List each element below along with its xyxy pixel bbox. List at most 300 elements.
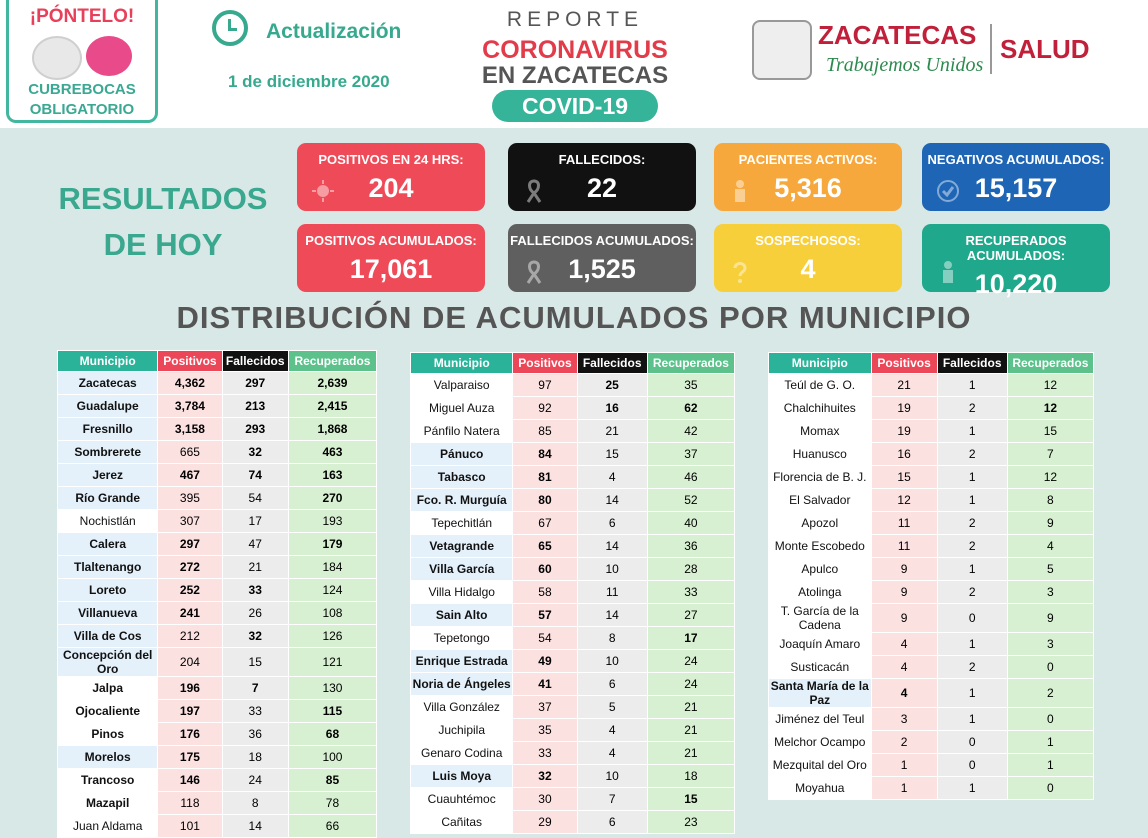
cell-recuperados: 52 xyxy=(647,489,734,512)
cell-recuperados: 21 xyxy=(647,742,734,765)
card-label: NEGATIVOS ACUMULADOS: xyxy=(927,152,1105,167)
table-row xyxy=(58,602,377,625)
table-row xyxy=(769,466,1094,489)
cell-recuperados: 37 xyxy=(647,443,734,466)
cell-fallecidos: 32 xyxy=(222,441,288,464)
cell-municipio: Villa de Cos xyxy=(58,625,158,648)
white-mask-icon xyxy=(32,36,82,80)
masks-illustration xyxy=(22,32,142,78)
distribution-title: DISTRIBUCIÓN DE ACUMULADOS POR MUNICIPIO xyxy=(176,300,972,335)
table-row xyxy=(769,581,1094,604)
card-sospechosos xyxy=(714,224,902,292)
cell-municipio: Tepechitlán xyxy=(411,512,513,535)
cell-recuperados: 68 xyxy=(288,723,376,746)
cell-municipio: Pánfilo Natera xyxy=(411,420,513,443)
table-row xyxy=(411,581,735,604)
table-row xyxy=(769,604,1094,633)
cell-municipio: T. García de la Cadena xyxy=(769,604,872,633)
state-logo-text: ZACATECAS xyxy=(818,20,977,50)
cell-positivos: 252 xyxy=(158,579,222,602)
cell-positivos: 3 xyxy=(871,708,937,731)
cell-positivos: 16 xyxy=(871,443,937,466)
cell-positivos: 4,362 xyxy=(158,372,222,395)
col-header-fallecidos: Fallecidos xyxy=(577,353,647,374)
cell-fallecidos: 2 xyxy=(937,656,1007,679)
card-negativos-acumulados xyxy=(922,143,1110,211)
cell-municipio: Tepetongo xyxy=(411,627,513,650)
cell-recuperados: 40 xyxy=(647,512,734,535)
cell-municipio: Noria de Ángeles xyxy=(411,673,513,696)
cell-municipio: Concepción del Oro xyxy=(58,648,158,677)
cell-recuperados: 24 xyxy=(647,673,734,696)
cell-recuperados: 4 xyxy=(1007,535,1093,558)
card-value: 1,525 xyxy=(568,254,636,284)
table-row xyxy=(58,625,377,648)
table-row xyxy=(411,466,735,489)
cell-fallecidos: 7 xyxy=(222,677,288,700)
cell-municipio: Miguel Auza xyxy=(411,397,513,420)
table-row xyxy=(411,489,735,512)
header xyxy=(0,0,1148,128)
cell-positivos: 84 xyxy=(513,443,577,466)
table-row xyxy=(769,512,1094,535)
col-header-municipio: Municipio xyxy=(411,353,513,374)
cell-fallecidos: 1 xyxy=(937,374,1007,397)
cell-municipio: Teúl de G. O. xyxy=(769,374,872,397)
cell-recuperados: 2,415 xyxy=(288,395,376,418)
cell-fallecidos: 14 xyxy=(577,535,647,558)
cell-fallecidos: 213 xyxy=(222,395,288,418)
col-header-recuperados: Recuperados xyxy=(647,353,734,374)
cell-positivos: 467 xyxy=(158,464,222,487)
cell-municipio: Trancoso xyxy=(58,769,158,792)
card-pacientes-activos xyxy=(714,143,902,211)
cell-municipio: Villa González xyxy=(411,696,513,719)
cell-fallecidos: 1 xyxy=(937,777,1007,800)
cell-positivos: 118 xyxy=(158,792,222,815)
cell-fallecidos: 33 xyxy=(222,700,288,723)
cell-positivos: 85 xyxy=(513,420,577,443)
cell-fallecidos: 2 xyxy=(937,581,1007,604)
cell-positivos: 4 xyxy=(871,633,937,656)
cell-positivos: 15 xyxy=(871,466,937,489)
cell-municipio: Guadalupe xyxy=(58,395,158,418)
cell-municipio: Villanueva xyxy=(58,602,158,625)
cell-positivos: 12 xyxy=(871,489,937,512)
cell-positivos: 37 xyxy=(513,696,577,719)
state-seal-icon xyxy=(752,20,812,80)
salud-logo: SALUD xyxy=(1000,34,1090,64)
cell-fallecidos: 0 xyxy=(937,754,1007,777)
update-date: 1 de diciembre 2020 xyxy=(228,72,390,91)
cell-fallecidos: 4 xyxy=(577,466,647,489)
cell-municipio: Cañitas xyxy=(411,811,513,834)
card-recuperados-acumulados xyxy=(922,224,1110,299)
ribbon-icon xyxy=(522,260,546,284)
cell-municipio: Juan Aldama xyxy=(58,815,158,838)
cell-fallecidos: 4 xyxy=(577,742,647,765)
question-icon xyxy=(728,260,752,284)
results-title: RESULTADOS DE HOY xyxy=(58,181,268,262)
cell-positivos: 1 xyxy=(871,777,937,800)
cell-recuperados: 2 xyxy=(1007,679,1093,708)
cell-recuperados: 15 xyxy=(1007,420,1093,443)
card-label: PACIENTES ACTIVOS: xyxy=(738,152,878,167)
table-row xyxy=(58,441,377,464)
cell-positivos: 54 xyxy=(513,627,577,650)
person-icon xyxy=(936,260,960,284)
cell-recuperados: 12 xyxy=(1007,374,1093,397)
logo-divider xyxy=(990,24,992,74)
cell-positivos: 665 xyxy=(158,441,222,464)
cell-fallecidos: 2 xyxy=(937,535,1007,558)
cell-fallecidos: 8 xyxy=(577,627,647,650)
card-value: 15,157 xyxy=(974,173,1058,203)
cell-fallecidos: 2 xyxy=(937,512,1007,535)
cell-fallecidos: 1 xyxy=(937,679,1007,708)
mask-badge xyxy=(6,0,158,123)
cell-fallecidos: 293 xyxy=(222,418,288,441)
table-row xyxy=(769,708,1094,731)
card-positivos-24h xyxy=(297,143,485,211)
cell-positivos: 81 xyxy=(513,466,577,489)
cell-fallecidos: 7 xyxy=(577,788,647,811)
table-row xyxy=(58,700,377,723)
cell-recuperados: 126 xyxy=(288,625,376,648)
table-row xyxy=(58,723,377,746)
cell-recuperados: 108 xyxy=(288,602,376,625)
card-value: 4 xyxy=(800,254,816,284)
badge-line-1: CUBREBOCAS xyxy=(28,81,136,98)
municipality-table-1 xyxy=(57,350,377,838)
cell-municipio: Apulco xyxy=(769,558,872,581)
cell-municipio: Pinos xyxy=(58,723,158,746)
cell-municipio: Sombrerete xyxy=(58,441,158,464)
table-row xyxy=(58,510,377,533)
cell-municipio: Apozol xyxy=(769,512,872,535)
card-fallecidos-acumulados xyxy=(508,224,696,292)
table-row xyxy=(769,558,1094,581)
cell-positivos: 67 xyxy=(513,512,577,535)
cell-recuperados: 463 xyxy=(288,441,376,464)
cell-municipio: Vetagrande xyxy=(411,535,513,558)
table-row xyxy=(769,656,1094,679)
cell-fallecidos: 1 xyxy=(937,466,1007,489)
col-header-municipio: Municipio xyxy=(58,351,158,372)
cell-municipio: Villa Hidalgo xyxy=(411,581,513,604)
card-label: SOSPECHOSOS: xyxy=(755,233,861,248)
card-label: FALLECIDOS ACUMULADOS: xyxy=(510,233,694,248)
table-row xyxy=(58,769,377,792)
cell-positivos: 9 xyxy=(871,604,937,633)
table-row xyxy=(58,677,377,700)
slogan: Trabajemos Unidos xyxy=(826,54,984,76)
cell-recuperados: 1 xyxy=(1007,754,1093,777)
cell-municipio: Huanusco xyxy=(769,443,872,466)
col-header-municipio: Municipio xyxy=(769,353,872,374)
badge-title: ¡PÓNTELO! xyxy=(29,6,135,27)
cell-municipio: Luis Moya xyxy=(411,765,513,788)
table-row xyxy=(411,558,735,581)
cell-fallecidos: 14 xyxy=(577,489,647,512)
badge-line-2: OBLIGATORIO xyxy=(29,101,135,118)
cell-recuperados: 78 xyxy=(288,792,376,815)
card-value: 17,061 xyxy=(349,254,433,284)
table-row xyxy=(58,372,377,395)
cell-positivos: 9 xyxy=(871,558,937,581)
cell-recuperados: 163 xyxy=(288,464,376,487)
cell-recuperados: 23 xyxy=(647,811,734,834)
cell-positivos: 30 xyxy=(513,788,577,811)
cell-recuperados: 8 xyxy=(1007,489,1093,512)
check-circle-icon xyxy=(936,179,960,203)
cell-recuperados: 35 xyxy=(647,374,734,397)
table-row xyxy=(58,487,377,510)
card-value: 204 xyxy=(368,173,414,203)
cell-fallecidos: 33 xyxy=(222,579,288,602)
cell-positivos: 58 xyxy=(513,581,577,604)
table-row xyxy=(411,420,735,443)
cell-recuperados: 2,639 xyxy=(288,372,376,395)
cell-positivos: 29 xyxy=(513,811,577,834)
cell-positivos: 1 xyxy=(871,754,937,777)
cell-positivos: 4 xyxy=(871,679,937,708)
cell-municipio: Jerez xyxy=(58,464,158,487)
cell-positivos: 2 xyxy=(871,731,937,754)
cell-municipio: Sain Alto xyxy=(411,604,513,627)
col-header-positivos: Positivos xyxy=(158,351,222,372)
cell-positivos: 297 xyxy=(158,533,222,556)
cell-recuperados: 17 xyxy=(647,627,734,650)
cell-recuperados: 270 xyxy=(288,487,376,510)
table-row xyxy=(769,397,1094,420)
cell-fallecidos: 297 xyxy=(222,372,288,395)
cell-fallecidos: 36 xyxy=(222,723,288,746)
card-label: RECUPERADOS ACUMULADOS: xyxy=(965,233,1067,263)
cell-positivos: 92 xyxy=(513,397,577,420)
col-header-recuperados: Recuperados xyxy=(1007,353,1093,374)
cell-positivos: 3,158 xyxy=(158,418,222,441)
cell-recuperados: 21 xyxy=(647,719,734,742)
cell-municipio: Río Grande xyxy=(58,487,158,510)
cell-positivos: 97 xyxy=(513,374,577,397)
cell-recuperados: 42 xyxy=(647,420,734,443)
cell-municipio: Momax xyxy=(769,420,872,443)
cell-fallecidos: 4 xyxy=(577,719,647,742)
cell-municipio: Zacatecas xyxy=(58,372,158,395)
cell-municipio: Mazapil xyxy=(58,792,158,815)
cell-municipio: Mezquital del Oro xyxy=(769,754,872,777)
cell-fallecidos: 74 xyxy=(222,464,288,487)
table-row xyxy=(769,777,1094,800)
cell-fallecidos: 10 xyxy=(577,558,647,581)
cell-recuperados: 3 xyxy=(1007,633,1093,656)
cell-fallecidos: 6 xyxy=(577,512,647,535)
cell-municipio: Loreto xyxy=(58,579,158,602)
cell-positivos: 33 xyxy=(513,742,577,765)
cell-positivos: 241 xyxy=(158,602,222,625)
table-row xyxy=(411,719,735,742)
card-value: 5,316 xyxy=(774,173,842,203)
cell-municipio: Jalpa xyxy=(58,677,158,700)
table-row xyxy=(769,374,1094,397)
col-header-positivos: Positivos xyxy=(871,353,937,374)
card-positivos-acumulados xyxy=(297,224,485,292)
table-row xyxy=(58,556,377,579)
cell-municipio: Susticacán xyxy=(769,656,872,679)
cell-recuperados: 21 xyxy=(647,696,734,719)
cell-recuperados: 36 xyxy=(647,535,734,558)
cell-fallecidos: 6 xyxy=(577,673,647,696)
cell-municipio: Calera xyxy=(58,533,158,556)
cell-fallecidos: 0 xyxy=(937,604,1007,633)
cell-positivos: 197 xyxy=(158,700,222,723)
cell-recuperados: 3 xyxy=(1007,581,1093,604)
table-row xyxy=(411,650,735,673)
cell-recuperados: 28 xyxy=(647,558,734,581)
cell-municipio: Pánuco xyxy=(411,443,513,466)
cell-municipio: Fco. R. Murguía xyxy=(411,489,513,512)
cell-municipio: Santa María de la Paz xyxy=(769,679,872,708)
table-row xyxy=(411,627,735,650)
col-header-recuperados: Recuperados xyxy=(288,351,376,372)
person-icon xyxy=(728,179,752,203)
table-row xyxy=(411,765,735,788)
card-label: POSITIVOS EN 24 HRS: xyxy=(318,152,464,167)
cell-positivos: 19 xyxy=(871,420,937,443)
table-row xyxy=(769,443,1094,466)
table-row xyxy=(411,535,735,558)
cell-positivos: 57 xyxy=(513,604,577,627)
cell-municipio: Joaquín Amaro xyxy=(769,633,872,656)
cell-recuperados: 0 xyxy=(1007,708,1093,731)
cell-fallecidos: 54 xyxy=(222,487,288,510)
table-row xyxy=(411,788,735,811)
report-title-1: REPORTE xyxy=(506,8,644,31)
cell-recuperados: 130 xyxy=(288,677,376,700)
cell-fallecidos: 2 xyxy=(937,443,1007,466)
cell-fallecidos: 26 xyxy=(222,602,288,625)
cell-recuperados: 12 xyxy=(1007,397,1093,420)
card-label: POSITIVOS ACUMULADOS: xyxy=(305,233,477,248)
cell-municipio: Monte Escobedo xyxy=(769,535,872,558)
cell-fallecidos: 15 xyxy=(222,648,288,677)
cell-positivos: 21 xyxy=(871,374,937,397)
cell-fallecidos: 10 xyxy=(577,650,647,673)
cell-municipio: Genaro Codina xyxy=(411,742,513,765)
cell-fallecidos: 0 xyxy=(937,731,1007,754)
cell-positivos: 212 xyxy=(158,625,222,648)
table-row xyxy=(411,673,735,696)
cell-positivos: 11 xyxy=(871,535,937,558)
cell-municipio: Villa García xyxy=(411,558,513,581)
cell-recuperados: 12 xyxy=(1007,466,1093,489)
cell-municipio: Enrique Estrada xyxy=(411,650,513,673)
cell-positivos: 146 xyxy=(158,769,222,792)
cell-recuperados: 184 xyxy=(288,556,376,579)
cell-recuperados: 27 xyxy=(647,604,734,627)
table-row xyxy=(58,579,377,602)
cell-fallecidos: 47 xyxy=(222,533,288,556)
cell-positivos: 49 xyxy=(513,650,577,673)
cell-positivos: 4 xyxy=(871,656,937,679)
table-row xyxy=(411,397,735,420)
cell-positivos: 65 xyxy=(513,535,577,558)
table-row xyxy=(411,374,735,397)
cell-municipio: Tlaltenango xyxy=(58,556,158,579)
cell-recuperados: 100 xyxy=(288,746,376,769)
table-row xyxy=(769,535,1094,558)
col-header-fallecidos: Fallecidos xyxy=(937,353,1007,374)
cell-recuperados: 179 xyxy=(288,533,376,556)
cell-fallecidos: 8 xyxy=(222,792,288,815)
cell-positivos: 80 xyxy=(513,489,577,512)
cell-fallecidos: 21 xyxy=(577,420,647,443)
cell-municipio: Nochistlán xyxy=(58,510,158,533)
table-row xyxy=(411,443,735,466)
municipality-table-3 xyxy=(768,352,1094,800)
cell-fallecidos: 1 xyxy=(937,489,1007,512)
cell-municipio: Juchipila xyxy=(411,719,513,742)
cell-municipio: Morelos xyxy=(58,746,158,769)
table-row xyxy=(769,489,1094,512)
cell-recuperados: 62 xyxy=(647,397,734,420)
table-row xyxy=(769,679,1094,708)
cell-municipio: Atolinga xyxy=(769,581,872,604)
table-row xyxy=(769,633,1094,656)
cell-positivos: 101 xyxy=(158,815,222,838)
virus-icon xyxy=(311,179,335,203)
cell-fallecidos: 1 xyxy=(937,708,1007,731)
covid-pill: COVID-19 xyxy=(492,90,658,122)
cell-positivos: 11 xyxy=(871,512,937,535)
cell-municipio: Ojocaliente xyxy=(58,700,158,723)
table-row xyxy=(769,754,1094,777)
table-row xyxy=(58,464,377,487)
table-row xyxy=(411,742,735,765)
card-fallecidos xyxy=(508,143,696,211)
update-label: Actualización xyxy=(266,20,402,43)
table-row xyxy=(411,512,735,535)
report-title-2: CORONAVIRUS xyxy=(482,36,668,64)
table-row xyxy=(58,418,377,441)
table-row xyxy=(58,533,377,556)
cell-positivos: 175 xyxy=(158,746,222,769)
cell-fallecidos: 11 xyxy=(577,581,647,604)
table-row xyxy=(58,792,377,815)
cell-recuperados: 9 xyxy=(1007,512,1093,535)
cell-positivos: 3,784 xyxy=(158,395,222,418)
cell-fallecidos: 5 xyxy=(577,696,647,719)
table-row xyxy=(411,604,735,627)
table-row xyxy=(769,731,1094,754)
cell-positivos: 204 xyxy=(158,648,222,677)
table-row xyxy=(58,395,377,418)
cell-fallecidos: 25 xyxy=(577,374,647,397)
cell-positivos: 32 xyxy=(513,765,577,788)
cell-fallecidos: 15 xyxy=(577,443,647,466)
pink-mask-icon xyxy=(86,36,132,76)
cell-positivos: 35 xyxy=(513,719,577,742)
cell-recuperados: 66 xyxy=(288,815,376,838)
cell-municipio: Jiménez del Teul xyxy=(769,708,872,731)
cell-fallecidos: 1 xyxy=(937,558,1007,581)
table-row xyxy=(769,420,1094,443)
cell-fallecidos: 17 xyxy=(222,510,288,533)
cell-recuperados: 1 xyxy=(1007,731,1093,754)
cell-fallecidos: 6 xyxy=(577,811,647,834)
cell-recuperados: 0 xyxy=(1007,777,1093,800)
